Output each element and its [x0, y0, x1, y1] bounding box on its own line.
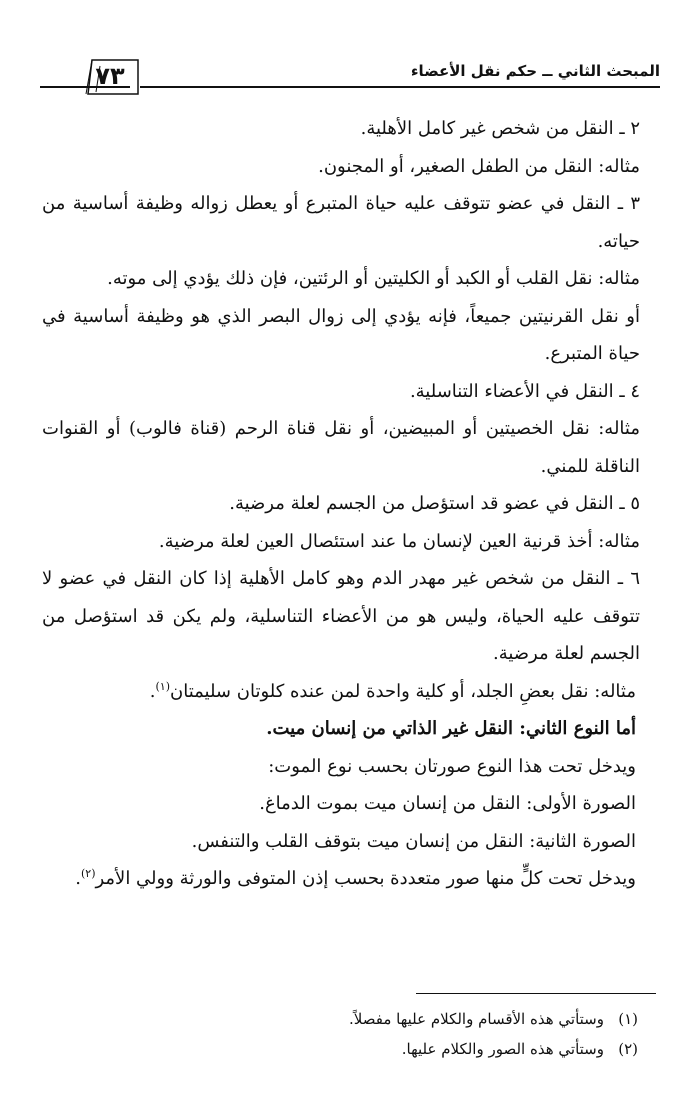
paragraph: الصورة الأولى: النقل من إنسان ميت بموت الدماغ.: [259, 793, 636, 814]
page-number: ٧٣: [95, 62, 125, 90]
header-title: المبحث الثاني ــ حكم نقل الأعضاء: [410, 62, 660, 80]
paragraph: مثاله: النقل من الطفل الصغير، أو المجنون.: [318, 155, 640, 177]
paragraph: مثاله: أخذ قرنية العين لإنسان ما عند استئصال العين لعلة مرضية.: [158, 530, 640, 552]
paragraph: ٦ ـ النقل من شخص غير مهدر الدم وهو كامل الأهلية إذا كان النقل في عضو لا تتوقف عليه الحياة، وليس هو من الأعضاء التناسلية، ولم يكن قد استؤصل من الجسم لعلة مرضية.: [42, 568, 640, 664]
header-rule: [140, 86, 660, 88]
footnote-separator: [416, 993, 656, 994]
paragraph: أو نقل القرنيتين جميعاً، فإنه يؤدي إلى زوال البصر الذي هو وظيفة أساسية في حياة المتبرع.: [42, 305, 640, 364]
paragraph: [42, 860, 658, 898]
footnotes: [52, 1004, 652, 1064]
paragraph: الصورة الثانية: النقل من إنسان ميت بتوقف القلب والتنفس.: [191, 830, 636, 852]
footnote: [52, 1004, 652, 1034]
footnote: [52, 1034, 652, 1064]
footnote-ref-2[interactable]: (٢): [80, 867, 96, 880]
paragraph-end: .: [75, 868, 81, 889]
main-text: [42, 110, 658, 898]
section-heading: أما النوع الثاني: النقل غير الذاتي من إنسان ميت.: [266, 718, 636, 739]
paragraph-text: ويدخل تحت كلٍّ منها صور متعددة بحسب إذن المتوفى والورثة وولي الأمر: [95, 868, 636, 889]
paragraph-end: .: [149, 680, 156, 702]
footnote-number: (١): [618, 1010, 638, 1028]
paragraph: ٣ ـ النقل في عضو تتوقف عليه حياة المتبرع أو يعطل زواله وظيفة أساسية من حياته.: [42, 193, 640, 252]
page-header: [40, 40, 660, 100]
paragraph: ٤ ـ النقل في الأعضاء التناسلية.: [409, 380, 640, 402]
paragraph: ٢ ـ النقل من شخص غير كامل الأهلية.: [360, 118, 640, 139]
paragraph: مثاله: نقل القلب أو الكبد أو الكليتين أو الرئتين، فإن ذلك يؤدي إلى موته.: [107, 268, 640, 289]
paragraph: ٥ ـ النقل في عضو قد استؤصل من الجسم لعلة مرضية.: [229, 493, 640, 514]
page-number-box: [76, 54, 134, 94]
paragraph: ويدخل تحت هذا النوع صورتان بحسب نوع الموت:: [268, 755, 636, 777]
footnote-text: وستأتي هذه الأقسام والكلام عليها مفصلاً.: [349, 1010, 604, 1028]
paragraph: [42, 673, 658, 711]
footnote-ref-1[interactable]: (١): [155, 679, 170, 693]
footnote-number: (٢): [618, 1040, 638, 1058]
footnote-text: وستأتي هذه الصور والكلام عليها.: [401, 1040, 604, 1058]
paragraph: مثاله: نقل الخصيتين أو المبيضين، أو نقل قناة الرحم (قناة فالوب) أو القنوات الناقلة للمني.: [42, 418, 640, 477]
paragraph-text: مثاله: نقل بعضِ الجلد، أو كلية واحدة لمن عنده كلوتان سليمتان: [170, 680, 636, 702]
